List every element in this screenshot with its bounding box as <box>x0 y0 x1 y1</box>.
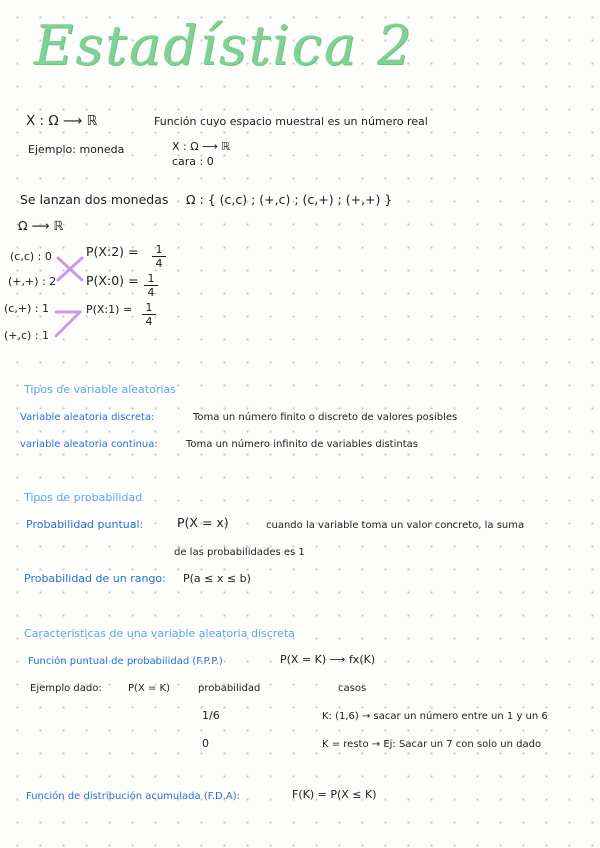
row1-probability: 1/6 <box>202 709 220 722</box>
page-title: Estadística 2 <box>34 14 414 77</box>
prob-x0-fraction: 1 4 <box>144 273 158 298</box>
range-probability-formula: P(a ≤ x ≤ b) <box>183 572 251 585</box>
row2-probability: 0 <box>202 737 209 750</box>
discrete-text: Toma un número finito o discreto de valores posibles <box>193 412 458 423</box>
example-map: X : Ω ⟶ ℝ <box>172 140 231 153</box>
coins-intro: Se lanzan dos monedas <box>20 192 169 207</box>
fpp-label: Función puntual de probabilidad (F.P.P.) <box>28 656 223 667</box>
probability-types-heading: Tipos de probabilidad <box>24 491 143 504</box>
example-dado-label: Ejemplo dado: <box>30 683 102 694</box>
definition-formula: X : Ω ⟶ ℝ <box>26 113 98 129</box>
continuous-text: Toma un número infinito de variables distintas <box>186 439 418 450</box>
variable-types-heading: Tipos de variable aleatorias <box>24 383 176 396</box>
discrete-label: Variable aleatoria discreta: <box>20 412 155 423</box>
prob-x1: P(X:1) = <box>86 303 133 316</box>
point-probability-text-2: de las probabilidades es 1 <box>174 547 305 558</box>
outcome-pp: (+,+) : 2 <box>8 275 57 288</box>
prob-x2: P(X:2) = <box>86 244 139 259</box>
point-probability-label: Probabilidad puntual: <box>26 518 144 531</box>
range-probability-label: Probabilidad de un rango: <box>24 572 166 585</box>
prob-x1-fraction: 1 4 <box>142 302 156 327</box>
coins-map: Ω ⟶ ℝ <box>18 218 64 233</box>
prob-x2-fraction: 1 4 <box>152 244 166 269</box>
definition-text: Función cuyo espacio muestral es un número real <box>154 115 428 128</box>
example-dado-formula: P(X = K) <box>128 683 170 694</box>
fpp-formula: P(X = K) ⟶ fx(K) <box>280 653 376 666</box>
coins-omega: Ω : { (c,c) ; (+,c) ; (c,+) ; (+,+) } <box>186 192 393 207</box>
outcome-cc: (c,c) : 0 <box>10 250 52 263</box>
example-value: cara : 0 <box>172 155 214 168</box>
continuous-label: variable aleatoria continua: <box>20 439 158 450</box>
column-cases: casos <box>338 683 367 694</box>
fda-formula: F(K) = P(X ≤ K) <box>292 788 377 801</box>
example-label: Ejemplo: moneda <box>28 143 125 156</box>
outcome-cp: (c,+) : 1 <box>4 302 50 315</box>
row1-case: K: (1,6) → sacar un número entre un 1 y un 6 <box>322 711 548 722</box>
point-probability-text-1: cuando la variable toma un valor concreto, la suma <box>266 520 525 531</box>
row2-case: K = resto → Ej: Sacar un 7 con solo un dado <box>322 739 542 750</box>
outcome-pc: (+,c) : 1 <box>4 329 50 342</box>
fda-label: Función de distribución acumulada (F.D.A): <box>26 791 241 802</box>
prob-x0: P(X:0) = <box>86 273 139 288</box>
column-probability: probabilidad <box>198 683 261 694</box>
point-probability-formula: P(X = x) <box>177 515 229 530</box>
characteristics-heading: Características de una variable aleatoria discreta <box>24 627 295 640</box>
